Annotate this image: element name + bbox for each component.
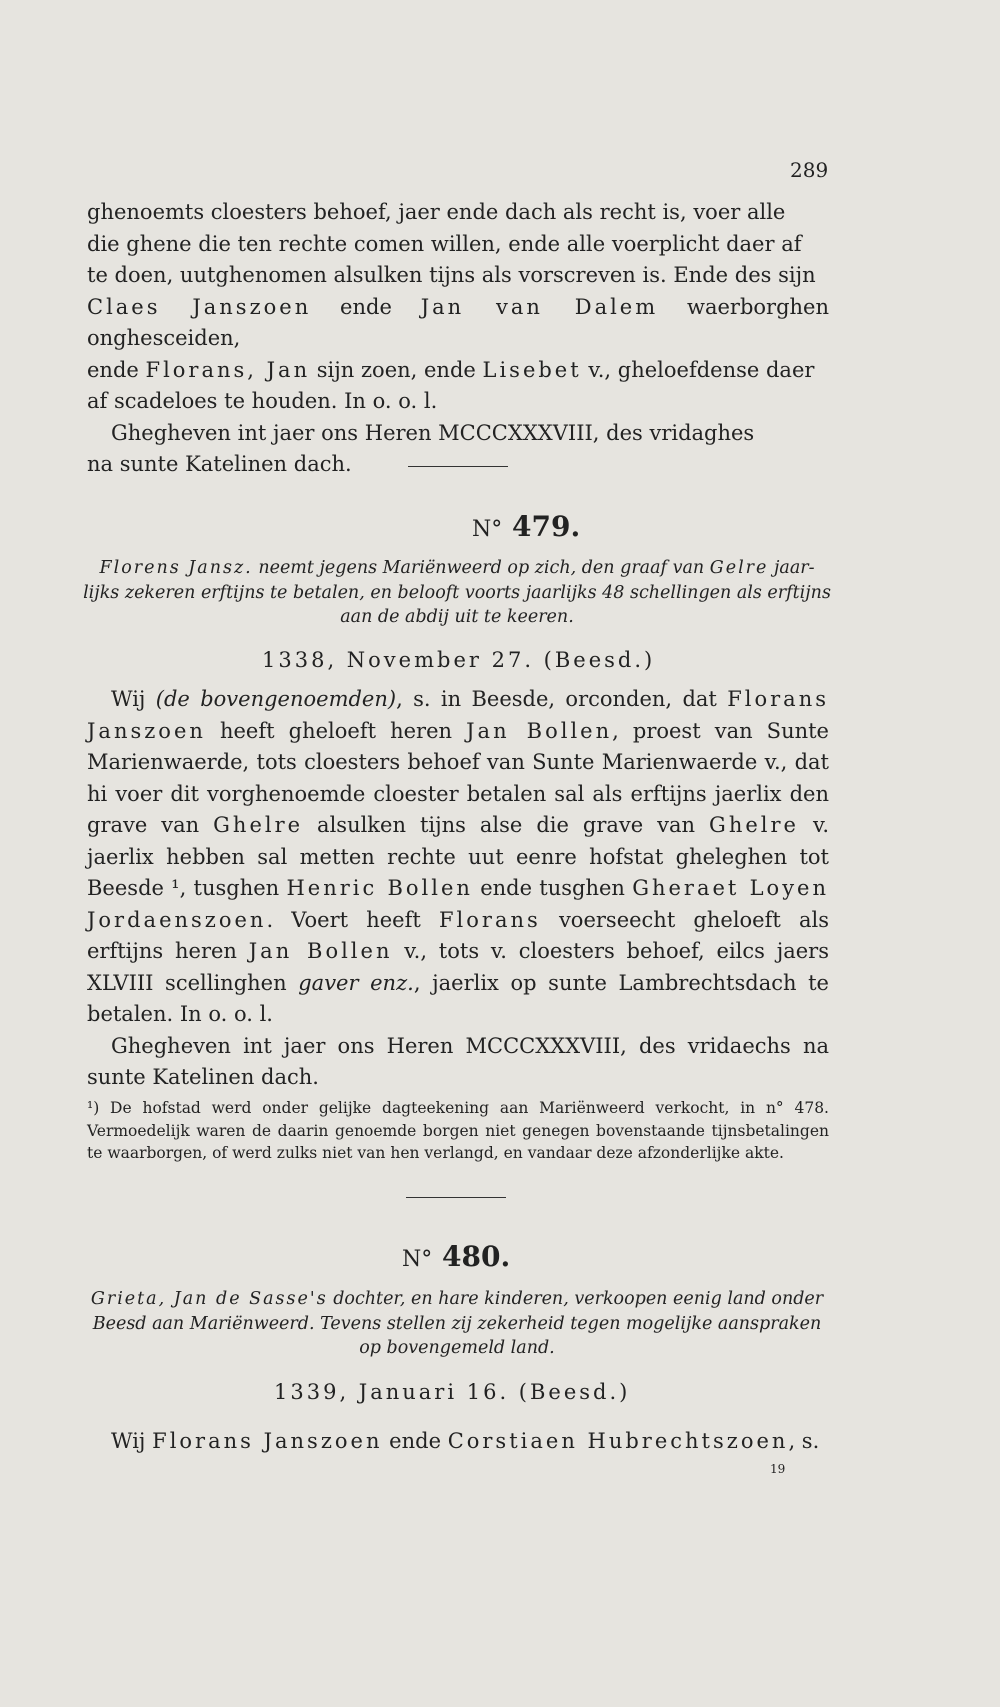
- body-segment: Jan Bollen: [248, 939, 393, 963]
- charter-479-summary: Florens Jansz. neemt jegens Mariënweerd op zich, den graaf van Gelre jaar-lijks zekeren erftijns te betalen, en belooft voorts jaarlijks 48 schellingen als erftijns aan de abdij uit te keeren.: [83, 558, 831, 627]
- charter-number-479: N° 479.: [472, 510, 581, 543]
- body-segment: Ghelre: [709, 813, 799, 837]
- body-segment: v., tots v. cloesters behoef, eilcs jaers XLVIII scellinghen: [87, 939, 829, 995]
- charter-480-date: 1339, Januari 16. (Beesd.): [274, 1380, 631, 1404]
- body-segment: Wij: [111, 687, 156, 711]
- charter-479-text: [87, 684, 829, 1031]
- page-number: 289: [790, 158, 829, 182]
- body-segment: , jaerlix op sunte Lambrechtsdach te betalen. In o. o. l.: [87, 970, 829, 1026]
- body-segment: ende tusghen: [472, 876, 633, 900]
- signature-mark: 19: [770, 1462, 786, 1476]
- body-segment: , proest van Sunte Marienwaerde, tots cloesters behoef van Sunte Marienwaerde v., dat hi voer dit vorghenoemde cloester betalen sal als erftijns jaerlix den grave van: [87, 718, 829, 837]
- charter-number-480: N° 480.: [402, 1240, 511, 1273]
- body-segment: , s. in Beesde, orconden, dat: [396, 687, 728, 711]
- charter-480-summary: Grieta, Jan de Sasse's dochter, en hare kinderen, verkoopen eenig land onder Beesd aan Mariënweerd. Tevens stellen zij zekerheid tegen mogelijke aanspraken op bovengemeld land.: [90, 1289, 824, 1358]
- body-segment: Henric Bollen: [286, 876, 473, 900]
- charter-479-closing: Ghegheven int jaer ons Heren MCCCXXXVIII, des vridaechs na sunte Katelinen dach.: [87, 1033, 829, 1089]
- body-segment: Ghelre: [213, 813, 304, 837]
- footnote-block: [87, 1097, 829, 1165]
- body-segment: heeft gheloeft heren: [205, 718, 467, 743]
- body-segment: Gheraet Loyen Jordaenszoen: [87, 876, 830, 932]
- charter-480-body: [87, 1426, 829, 1458]
- body-segment: Florans: [438, 907, 541, 932]
- body-segment: gaver enz.: [298, 970, 414, 995]
- text-line: na sunte Katelinen dach.: [87, 452, 352, 476]
- body-segment: Florans Janszoen: [87, 687, 829, 743]
- body-segment: . Voert heeft: [266, 907, 439, 932]
- text-line: ende Florans, Jan sijn zoen, ende Lisebet v., gheloefdense daer: [87, 357, 815, 382]
- text-line: Claes Janszoen ende Jan van Dalem waerborghen onghesceiden,: [87, 294, 829, 350]
- charter-480-text: Wij Florans Janszoen ende Corstiaen Hubrechtszoen, s.: [111, 1429, 820, 1453]
- text-line: af scadeloes te houden. In o. o. l.: [87, 389, 438, 413]
- section-divider: [406, 1197, 506, 1198]
- body-segment: voerseecht gheloeft als erftijns heren: [87, 907, 829, 963]
- body-segment: (de bovengenoemden): [155, 687, 397, 711]
- text-line: te doen, uutghenomen alsulken tijns als vorscreven is. Ende des sijn: [87, 263, 816, 287]
- body-segment: Jan Bollen: [466, 718, 613, 743]
- body-segment: v. jaerlix hebben sal metten rechte uut eenre hofstat gheleghen tot Beesde ¹, tusghen: [87, 813, 829, 900]
- body-segment: alsulken tijns alse die grave van: [303, 813, 710, 837]
- charter-479-date: 1338, November 27. (Beesd.): [262, 648, 656, 672]
- text-line: ghenoemts cloesters behoef, jaer ende dach als recht is, voer alle: [87, 200, 786, 224]
- section-divider: [408, 466, 508, 467]
- footnote: ¹) De hofstad werd onder gelijke dagteekening aan Mariënweerd verkocht, in n° 478. Vermoedelijk waren de daarin genoemde borgen niet genegen bovenstaande tijnsbetalingen te waarborgen, of werd zulks niet van hen verlangd, en vandaar deze afzonderlijke akte.: [87, 1099, 829, 1162]
- previous-charter-continuation: [87, 197, 829, 481]
- text-line: die ghene die ten rechte comen willen, ende alle voerplicht daer af: [87, 231, 802, 256]
- dating-clause: Ghegheven int jaer ons Heren MCCCXXXVIII, des vridaghes: [111, 420, 755, 445]
- charter-479-body: [87, 684, 829, 1094]
